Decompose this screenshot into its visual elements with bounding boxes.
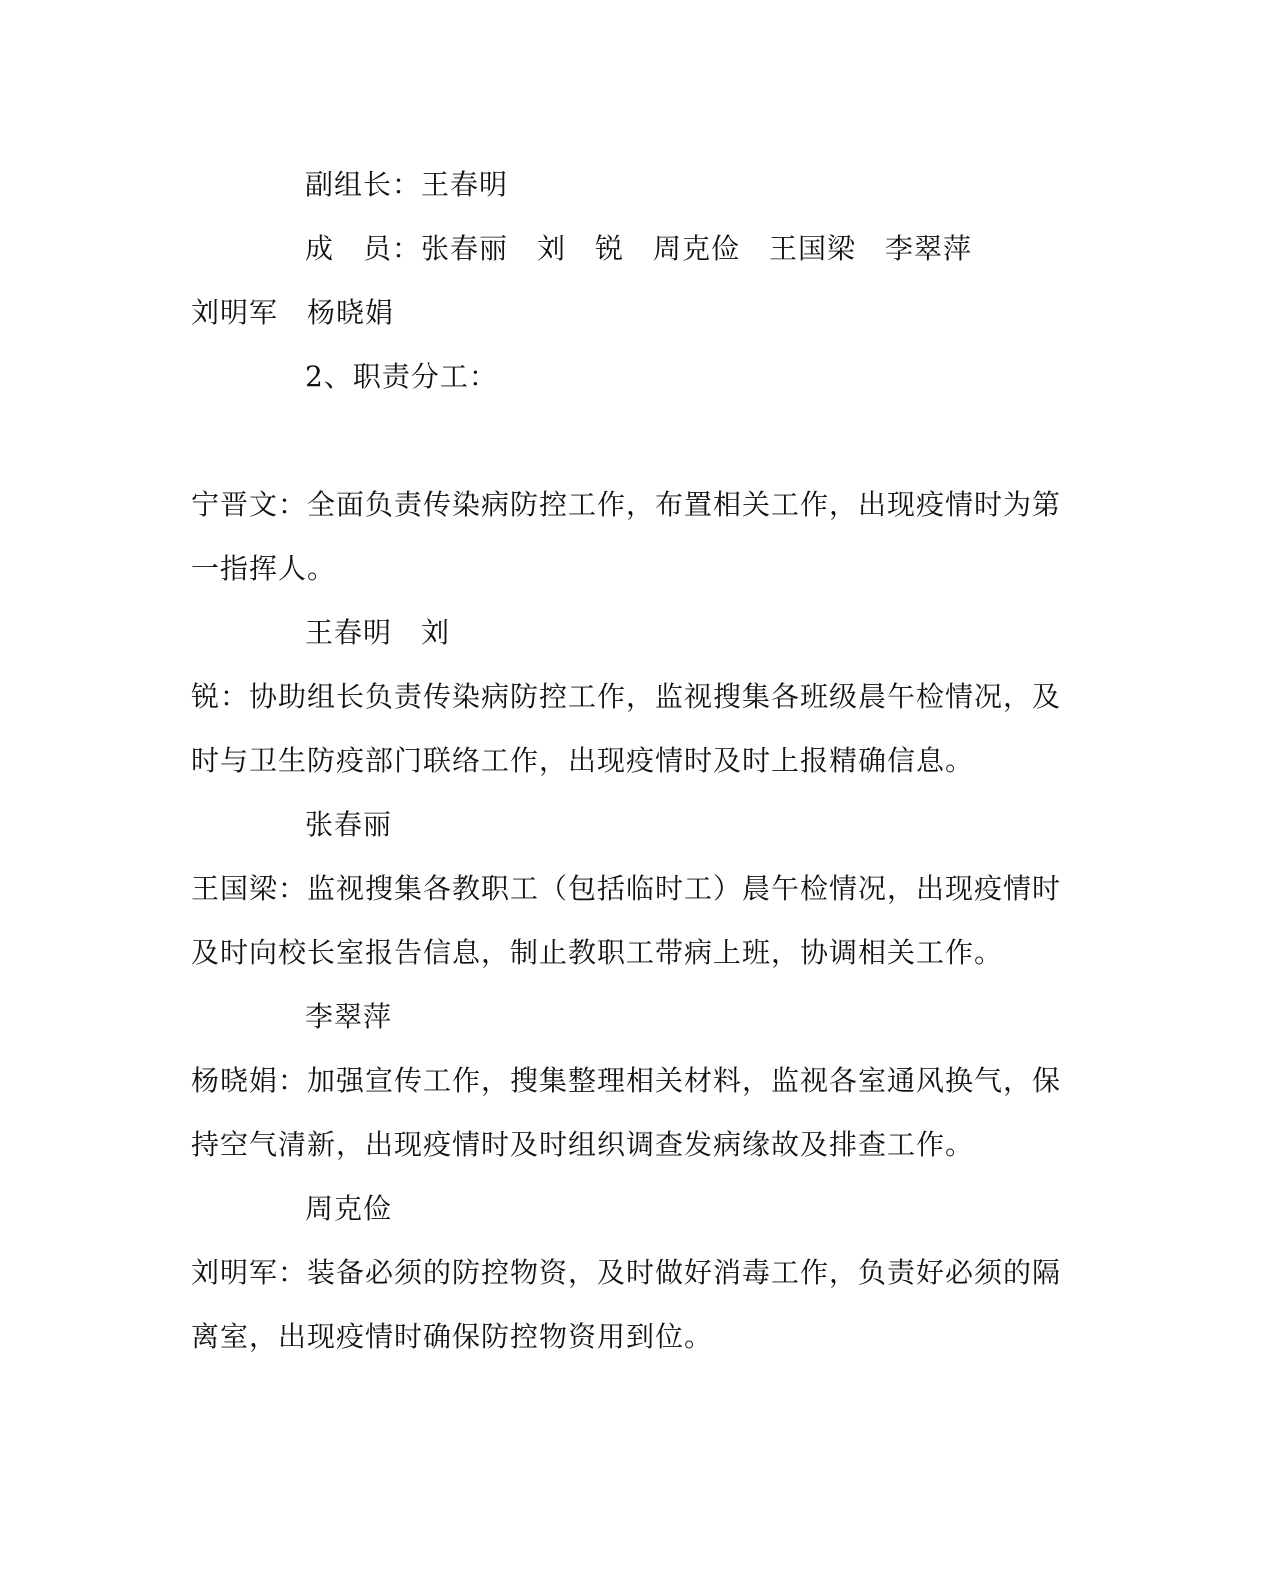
duty-paragraph-line: 及时向校长室报告信息，制止教职工带病上班，协调相关工作。	[191, 936, 1004, 969]
duty-names-line: 王春明 刘	[305, 616, 451, 649]
duty-paragraph-line: 离室，出现疫情时确保防控物资用到位。	[191, 1320, 714, 1353]
duty-names-line: 周克俭	[305, 1192, 393, 1225]
section-heading: 2、职责分工：	[305, 360, 498, 393]
deputy-leader-line: 副组长：王春明	[305, 168, 509, 201]
members-line: 成 员：张春丽 刘 锐 周克俭 王国梁 李翠萍	[305, 232, 973, 265]
duty-paragraph-line: 杨晓娟：加强宣传工作，搜集整理相关材料，监视各室通风换气，保	[191, 1064, 1062, 1097]
duty-paragraph-line: 宁晋文：全面负责传染病防控工作，布置相关工作，出现疫情时为第	[191, 488, 1062, 521]
duty-paragraph-line: 王国梁：监视搜集各教职工（包括临时工）晨午检情况，出现疫情时	[191, 872, 1062, 905]
members-line-continued: 刘明军 杨晓娟	[191, 296, 395, 329]
duty-paragraph-line: 一指挥人。	[191, 552, 337, 585]
duty-names-line: 李翠萍	[305, 1000, 393, 1033]
duty-paragraph-line: 持空气清新，出现疫情时及时组织调查发病缘故及排查工作。	[191, 1128, 975, 1161]
duty-paragraph-line: 刘明军：装备必须的防控物资，及时做好消毒工作，负责好必须的隔	[191, 1256, 1062, 1289]
duty-names-line: 张春丽	[305, 808, 393, 841]
duty-paragraph-line: 锐：协助组长负责传染病防控工作，监视搜集各班级晨午检情况，及	[191, 680, 1062, 713]
duty-paragraph-line: 时与卫生防疫部门联络工作，出现疫情时及时上报精确信息。	[191, 744, 975, 777]
